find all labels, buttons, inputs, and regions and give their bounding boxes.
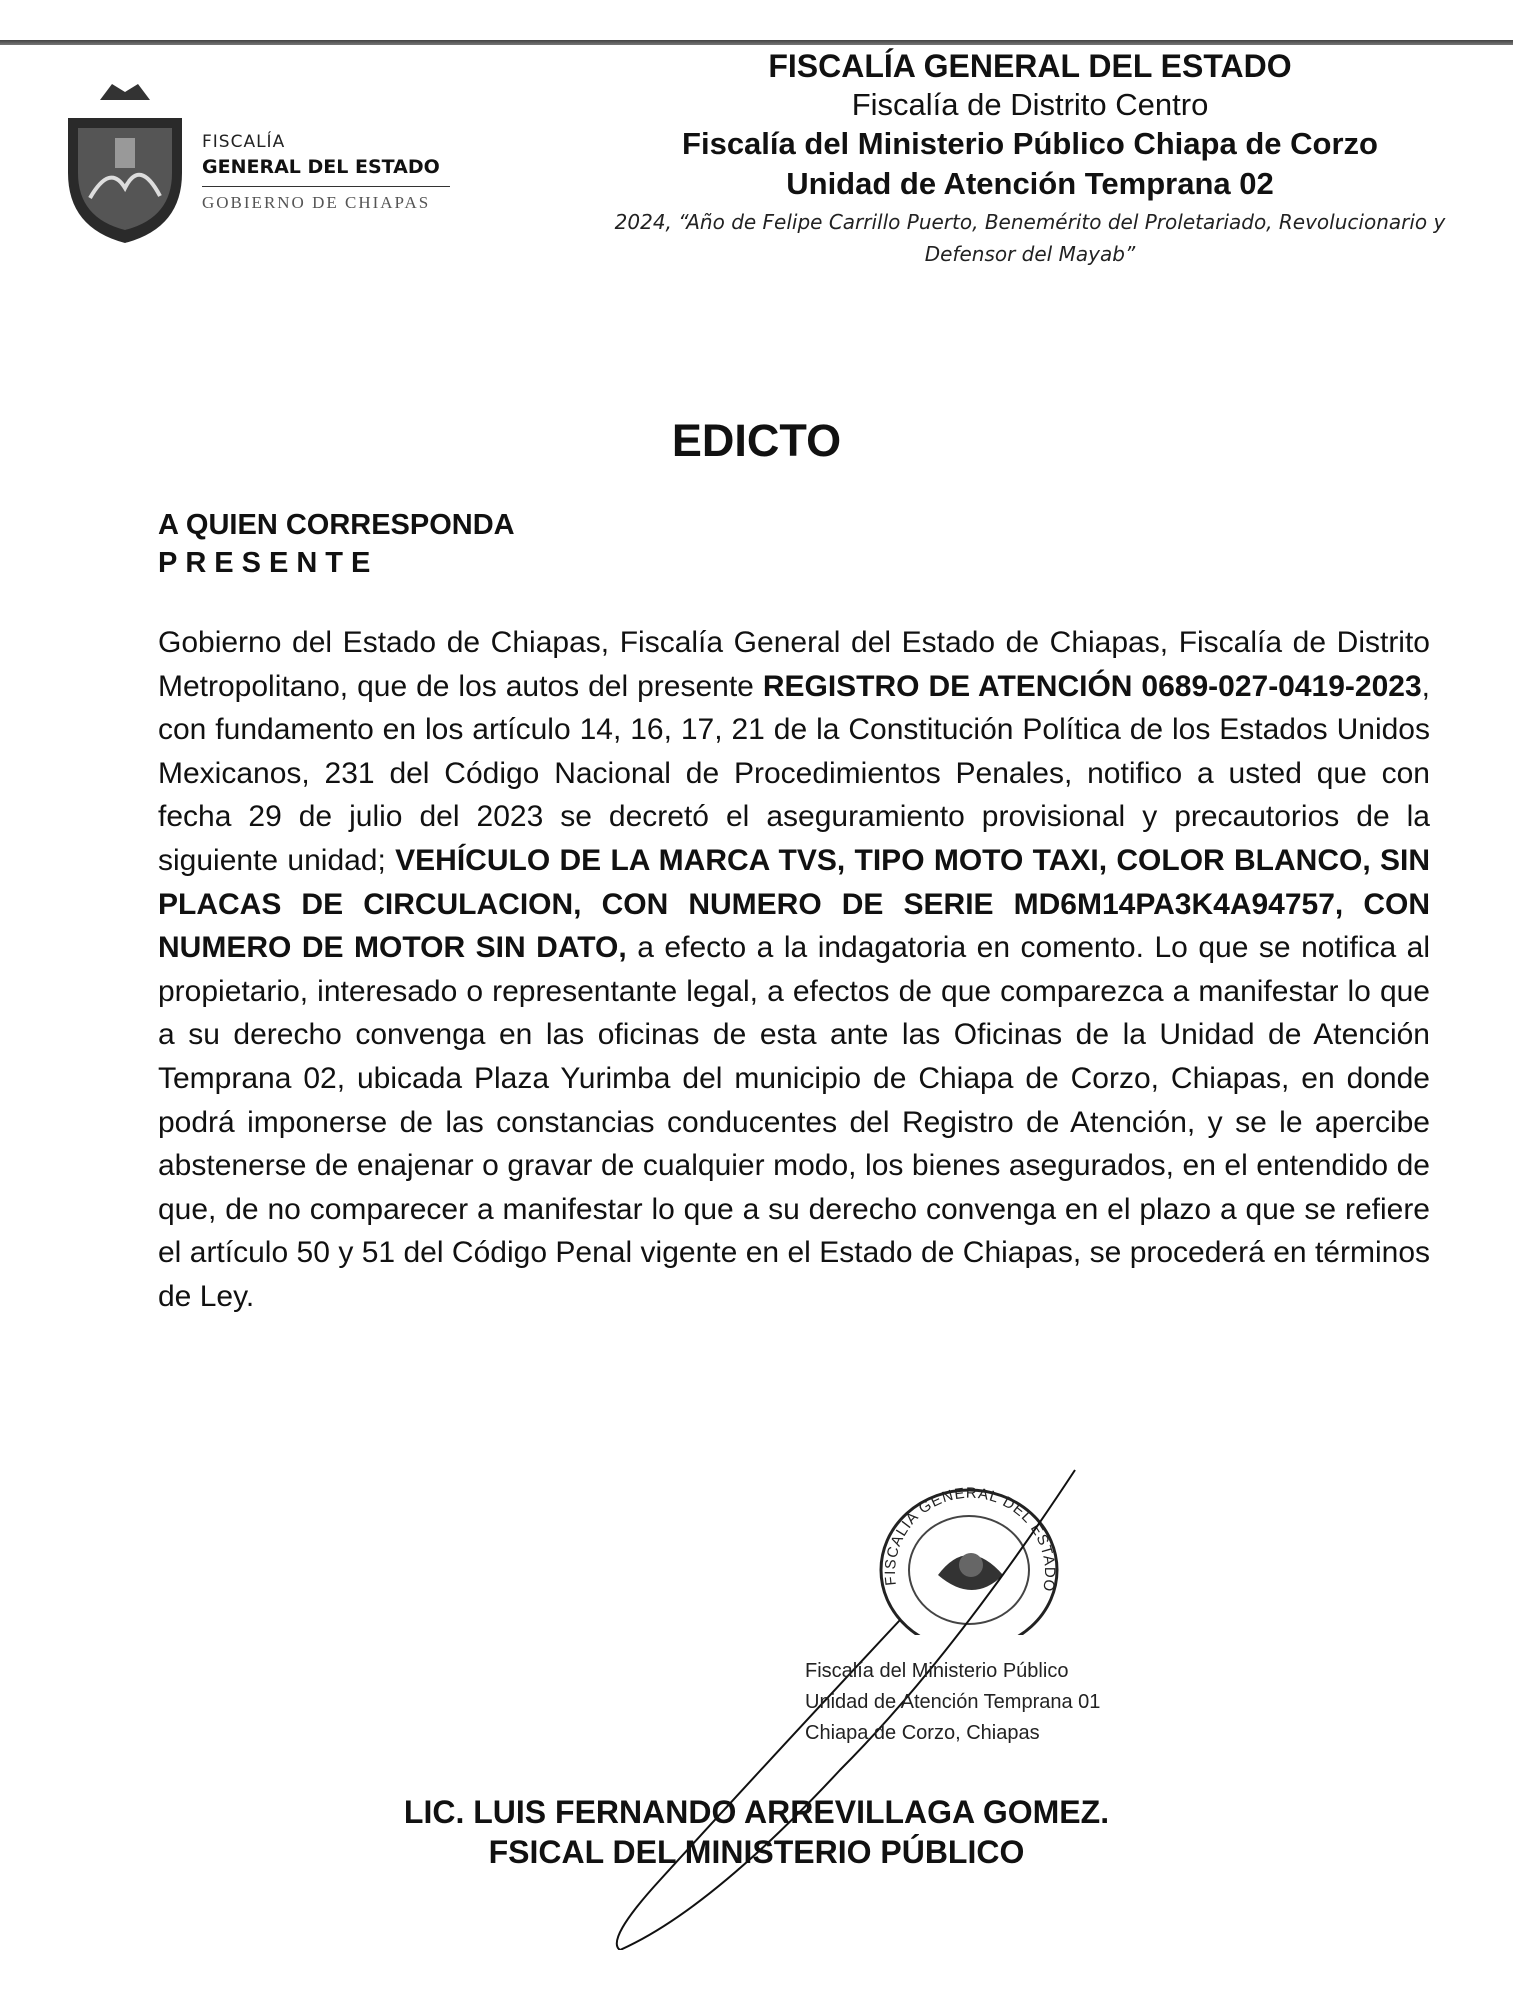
vehicle-description: VEHÍCULO DE LA MARCA TVS, TIPO MOTO TAXI, COLOR BLANCO, SIN PLACAS DE CIRCULACION, CON NUMERO DE SERIE MD6M14PA3K4A94757, CON NUMERO DE MOTOR SIN DATO, [158, 843, 1430, 965]
addressee-line2: PRESENTE [158, 547, 379, 579]
logo-text [202, 132, 450, 213]
signer-role: FSICAL DEL MINISTERIO PÚBLICO [488, 1834, 1025, 1870]
body-text-1: Gobierno del Estado de Chiapas, Fiscalía General del Estado de Chiapas, Fiscalía de Distrito Metropolitano, que de los autos del presente [158, 626, 1430, 703]
addressee [158, 506, 515, 582]
stamp-line2: Unidad de Atención Temprana 01 [805, 1691, 1101, 1713]
header-line1: FISCALÍA GENERAL DEL ESTADO [768, 48, 1292, 84]
header-line2: Fiscalía de Distrito Centro [851, 87, 1209, 122]
body-text-3: a efecto a la indagatoria en comento. Lo que se notifica al propietario, interesado o representante legal, a efectos de que comparezca a manifestar lo que a su derecho convenga en las oficinas de esta ante las Oficinas de la Unidad de Atención Temprana 02, ubicada Plaza Yurimba del municipio de Chiapa de Corzo, Chiapas, en donde podrá imponerse de las constancias conducentes del Registro de Atención, y se le apercibe abstenerse de enajenar o gravar de cualquier modo, los bienes asegurados, en el entendido de que, de no comparecer a manifestar lo que a su derecho convenga en el plazo a que se refiere el artículo 50 y 51 del Código Penal vigente en el Estado de Chiapas, se procederá en términos de Ley. [158, 931, 1430, 1313]
stamp-line1: Fiscalía del Ministerio Público [805, 1660, 1069, 1682]
stamp-line3: Chiapa de Corzo, Chiapas [805, 1722, 1040, 1744]
year-motto-line2: Defensor del Mayab” [924, 242, 1136, 266]
document-header [560, 46, 1500, 270]
header-line4: Unidad de Atención Temprana 02 [786, 166, 1274, 201]
signer-name: LIC. LUIS FERNANDO ARREVILLAGA GOMEZ. [403, 1794, 1110, 1830]
office-stamp [805, 1656, 1100, 1749]
edict-body [158, 621, 1430, 1319]
registry-number: REGISTRO DE ATENCIÓN 0689-027-0419-2023 [762, 669, 1422, 703]
body-text-2: , con fundamento en los artículo 14, 16, 17, 21 de la Constitución Política de los Estados Unidos Mexicanos, 231 del Código Nacional de Procedimientos Penales, notifico a usted que con fecha 29 de julio del 2023 se decretó el aseguramiento provisional y precautorios de la siguiente unidad; [158, 669, 1430, 877]
header-line3: Fiscalía del Ministerio Público Chiapa de Corzo [682, 126, 1378, 161]
year-motto-line1: 2024, “Año de Felipe Carrillo Puerto, Benemérito del Proletariado, Revolucionario y [614, 210, 1446, 234]
year-motto [560, 206, 1500, 270]
header-rule [0, 40, 1513, 45]
logo-org-line1: FISCALÍA [202, 132, 286, 152]
seal-text: FISCALÍA GENERAL DEL ESTADO [881, 1484, 1059, 1594]
chiapas-coat-of-arms-logo [60, 78, 190, 248]
addressee-line1: A QUIEN CORRESPONDA [158, 509, 515, 541]
logo-org-line2: GENERAL DEL ESTADO [202, 156, 450, 187]
logo-org-line3: GOBIERNO DE CHIAPAS [202, 193, 431, 212]
document-title: EDICTO [671, 415, 842, 466]
